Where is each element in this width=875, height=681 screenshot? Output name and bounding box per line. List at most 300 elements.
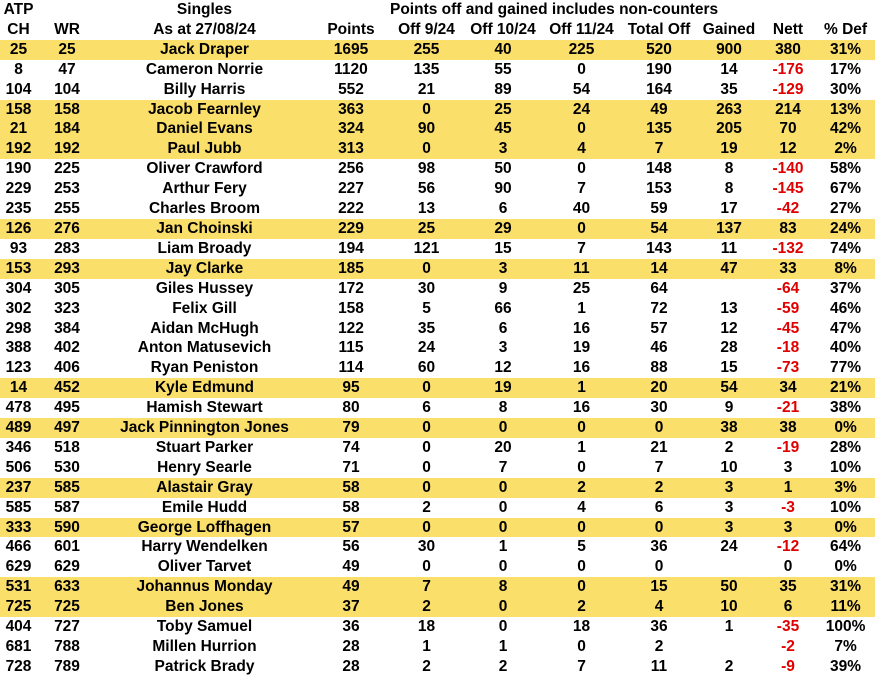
cell-player-name: Oliver Crawford — [146, 160, 263, 178]
cell-ch: 302 — [5, 299, 32, 317]
header-note: Points off and gained includes non-counters — [390, 1, 719, 18]
table-row — [0, 259, 875, 279]
table-row — [0, 179, 875, 199]
cell-player-name: Ryan Peniston — [150, 359, 259, 377]
cell-total-off: 0 — [620, 518, 698, 538]
cell-player-name: Jack Pinnington Jones — [97, 418, 312, 438]
cell-off-9-24: 21 — [417, 80, 436, 98]
cell-wr: 629 — [54, 558, 80, 576]
cell-pct-def: 74% — [830, 239, 862, 257]
cell-gained: 3 — [698, 478, 760, 498]
cell-wr: 495 — [54, 399, 80, 417]
header-pct-def: % Def — [824, 20, 868, 38]
table-row — [0, 338, 875, 358]
cell-off-10-24: 25 — [463, 100, 543, 120]
cell-pct-def: 17% — [830, 60, 862, 78]
cell-ch: 237 — [0, 478, 37, 498]
cell-off-10-24: 7 — [498, 458, 508, 476]
cell-total-off: 0 — [654, 558, 664, 576]
cell-off-11-24: 4 — [543, 139, 620, 159]
cell-gained: 11 — [720, 239, 738, 257]
cell-off-9-24: 25 — [390, 219, 463, 239]
cell-gained: 137 — [698, 219, 760, 239]
header-wr: WR — [54, 20, 80, 38]
table-row — [0, 498, 875, 518]
cell-points: 79 — [312, 418, 390, 438]
cell-off-9-24: 90 — [390, 119, 463, 139]
table-row — [0, 398, 875, 418]
cell-off-9-24: 30 — [417, 279, 436, 297]
cell-total-off: 14 — [620, 259, 698, 279]
cell-gained: 12 — [720, 319, 738, 337]
cell-off-10-24: 50 — [494, 160, 512, 178]
cell-pct-def: 30% — [830, 80, 862, 98]
cell-points: 28 — [342, 657, 360, 675]
cell-wr: 402 — [54, 339, 80, 357]
cell-nett: 38 — [760, 418, 816, 438]
cell-off-10-24: 90 — [494, 180, 512, 198]
cell-nett: -19 — [776, 438, 800, 456]
cell-wr: 25 — [37, 40, 97, 60]
cell-ch: 190 — [5, 160, 32, 178]
cell-pct-def: 67% — [830, 180, 862, 198]
cell-off-9-24: 2 — [422, 657, 431, 675]
cell-nett: 83 — [760, 219, 816, 239]
cell-off-10-24: 40 — [463, 40, 543, 60]
cell-points: 74 — [342, 438, 360, 456]
cell-player-name: Jacob Fearnley — [97, 100, 312, 120]
cell-wr: 585 — [37, 478, 97, 498]
cell-player-name: Liam Broady — [157, 239, 252, 257]
cell-total-off: 135 — [620, 119, 698, 139]
cell-off-9-24: 1 — [422, 638, 431, 655]
cell-ch: 585 — [5, 498, 32, 516]
cell-nett: -3 — [781, 498, 795, 516]
cell-nett: 3 — [783, 458, 793, 476]
cell-player-name: Anton Matusevich — [137, 339, 272, 357]
cell-player-name: Stuart Parker — [155, 438, 254, 456]
cell-player-name: Johannus Monday — [97, 577, 312, 597]
cell-wr: 293 — [37, 259, 97, 279]
cell-nett: -176 — [772, 60, 804, 78]
cell-wr: 587 — [54, 498, 80, 516]
cell-wr: 253 — [54, 180, 80, 198]
header-total-off: Total Off — [627, 20, 691, 38]
cell-off-11-24: 2 — [543, 478, 620, 498]
cell-ch: 466 — [5, 538, 32, 556]
cell-player-name: Arthur Fery — [162, 180, 247, 198]
table-row — [0, 219, 875, 239]
table-row — [0, 100, 875, 120]
cell-wr: 283 — [54, 239, 80, 257]
cell-total-off: 72 — [650, 299, 668, 317]
cell-off-11-24: 0 — [577, 638, 586, 655]
cell-nett: 214 — [760, 100, 816, 120]
table-row — [0, 60, 875, 80]
cell-nett: -64 — [776, 279, 800, 297]
cell-points: 324 — [312, 119, 390, 139]
cell-gained: 9 — [724, 399, 734, 417]
cell-ch: 489 — [0, 418, 37, 438]
cell-ch: 104 — [5, 80, 32, 98]
table-row — [0, 418, 875, 438]
cell-points: 115 — [338, 339, 364, 357]
cell-gained — [698, 279, 760, 299]
cell-off-11-24: 0 — [577, 160, 586, 178]
table-row — [0, 657, 875, 677]
cell-points: 80 — [342, 399, 360, 417]
cell-points: 28 — [342, 638, 360, 655]
cell-nett: 35 — [760, 577, 816, 597]
cell-off-10-24: 0 — [463, 418, 543, 438]
cell-off-9-24: 0 — [390, 259, 463, 279]
cell-off-11-24: 24 — [543, 100, 620, 120]
cell-gained: 19 — [698, 139, 760, 159]
cell-ch: 346 — [5, 438, 32, 456]
table-row — [0, 299, 875, 319]
cell-off-9-24: 6 — [422, 399, 431, 417]
cell-off-11-24: 0 — [543, 577, 620, 597]
cell-points: 36 — [342, 618, 360, 636]
cell-off-10-24: 45 — [463, 119, 543, 139]
cell-gained: 15 — [720, 359, 738, 377]
cell-ch: 158 — [0, 100, 37, 120]
cell-points: 363 — [312, 100, 390, 120]
cell-off-9-24: 30 — [417, 538, 436, 556]
cell-player-name: Felix Gill — [172, 299, 237, 317]
cell-player-name: Daniel Evans — [97, 119, 312, 139]
cell-total-off: 520 — [620, 40, 698, 60]
cell-player-name: Henry Searle — [157, 458, 252, 476]
cell-gained: 2 — [724, 438, 734, 456]
cell-pct-def: 21% — [816, 378, 875, 398]
cell-pct-def: 46% — [830, 299, 862, 317]
cell-player-name: Harry Wendelken — [141, 538, 268, 556]
header-off-11-24: Off 11/24 — [549, 20, 614, 38]
cell-gained — [698, 557, 760, 577]
cell-off-10-24: 0 — [498, 498, 508, 516]
cell-gained: 38 — [698, 418, 760, 438]
cell-points: 95 — [312, 378, 390, 398]
cell-total-off: 2 — [654, 638, 664, 655]
header-off-9-24: Off 9/24 — [398, 20, 455, 38]
table-row — [0, 458, 875, 478]
cell-off-9-24: 2 — [390, 597, 463, 617]
cell-nett: -132 — [772, 239, 804, 257]
cell-off-11-24: 16 — [572, 319, 591, 337]
table-row — [0, 319, 875, 339]
cell-off-11-24: 7 — [577, 239, 586, 257]
header-points: Points — [327, 20, 375, 38]
cell-points: 158 — [338, 299, 364, 317]
cell-wr: 406 — [54, 359, 80, 377]
cell-off-9-24: 7 — [390, 577, 463, 597]
header-row-columns — [0, 20, 875, 40]
cell-nett: -42 — [776, 200, 800, 218]
cell-ch: 478 — [5, 399, 32, 417]
cell-pct-def: 0% — [816, 418, 875, 438]
cell-off-10-24: 55 — [494, 60, 512, 78]
cell-ch: 21 — [0, 119, 37, 139]
cell-pct-def: 58% — [830, 160, 862, 178]
cell-points: 227 — [338, 180, 364, 198]
cell-off-10-24: 15 — [494, 239, 512, 257]
cell-total-off: 88 — [650, 359, 668, 377]
cell-wr: 497 — [37, 418, 97, 438]
cell-total-off: 7 — [654, 458, 664, 476]
header-off-10-24: Off 10/24 — [470, 20, 536, 38]
cell-pct-def: 64% — [830, 538, 862, 556]
cell-off-10-24: 9 — [498, 279, 508, 297]
cell-off-10-24: 3 — [498, 339, 508, 357]
cell-gained: 3 — [724, 498, 734, 516]
cell-off-9-24: 0 — [390, 100, 463, 120]
cell-ch: 235 — [5, 200, 32, 218]
cell-points: 58 — [312, 478, 390, 498]
cell-gained: 47 — [698, 259, 760, 279]
cell-total-off: 54 — [620, 219, 698, 239]
cell-nett: -2 — [781, 638, 795, 655]
cell-off-11-24: 0 — [543, 119, 620, 139]
table-row — [0, 537, 875, 557]
cell-gained: 1 — [724, 618, 734, 636]
cell-pct-def: 100% — [825, 618, 866, 636]
cell-nett: 3 — [760, 518, 816, 538]
cell-pct-def: 40% — [830, 339, 862, 357]
cell-off-10-24: 0 — [498, 558, 508, 576]
cell-nett: 70 — [760, 119, 816, 139]
cell-total-off: 7 — [620, 139, 698, 159]
cell-off-11-24: 18 — [572, 618, 591, 636]
cell-off-9-24: 0 — [422, 458, 431, 476]
cell-off-11-24: 19 — [572, 339, 591, 357]
cell-nett: 33 — [760, 259, 816, 279]
cell-off-9-24: 0 — [390, 378, 463, 398]
cell-pct-def: 28% — [830, 438, 862, 456]
cell-points: 552 — [338, 80, 364, 98]
cell-nett: 34 — [760, 378, 816, 398]
cell-player-name: Patrick Brady — [154, 657, 255, 675]
header-as-at: As at 27/08/24 — [153, 20, 256, 38]
table-row — [0, 637, 875, 657]
cell-ch: 153 — [0, 259, 37, 279]
cell-off-9-24: 56 — [417, 180, 436, 198]
cell-off-9-24: 135 — [413, 60, 440, 78]
cell-ch: 333 — [0, 518, 37, 538]
cell-wr: 452 — [37, 378, 97, 398]
cell-ch: 298 — [5, 319, 32, 337]
cell-points: 1695 — [312, 40, 390, 60]
cell-ch: 123 — [5, 359, 32, 377]
cell-ch: 14 — [0, 378, 37, 398]
cell-player-name: Alastair Gray — [97, 478, 312, 498]
cell-off-10-24: 12 — [494, 359, 512, 377]
cell-pct-def: 27% — [830, 200, 862, 218]
cell-player-name: Paul Jubb — [97, 139, 312, 159]
cell-points: 122 — [338, 319, 364, 337]
cell-points: 56 — [342, 538, 360, 556]
cell-pct-def: 47% — [830, 319, 862, 337]
cell-points: 71 — [342, 458, 360, 476]
cell-total-off: 2 — [620, 478, 698, 498]
cell-pct-def: 10% — [830, 498, 862, 516]
cell-wr: 789 — [54, 657, 80, 675]
cell-ch: 725 — [0, 597, 37, 617]
cell-off-9-24: 0 — [390, 139, 463, 159]
cell-total-off: 59 — [650, 200, 668, 218]
cell-gained: 8 — [724, 160, 734, 178]
cell-gained: 2 — [724, 657, 734, 675]
cell-off-11-24: 7 — [577, 180, 586, 198]
header-nett: Nett — [772, 20, 804, 38]
cell-gained: 54 — [698, 378, 760, 398]
cell-pct-def: 38% — [830, 399, 862, 417]
cell-total-off: 0 — [620, 418, 698, 438]
cell-total-off: 143 — [646, 239, 672, 257]
cell-off-11-24: 1 — [577, 299, 586, 317]
cell-pct-def: 42% — [816, 119, 875, 139]
cell-gained: 24 — [720, 538, 738, 556]
cell-off-9-24: 13 — [417, 200, 436, 218]
cell-points: 49 — [342, 558, 360, 576]
cell-player-name: Giles Hussey — [155, 279, 254, 297]
cell-nett: 0 — [783, 558, 793, 576]
cell-nett: -35 — [776, 618, 800, 636]
cell-off-10-24: 29 — [463, 219, 543, 239]
cell-gained: 10 — [698, 597, 760, 617]
cell-nett: -45 — [776, 319, 800, 337]
cell-off-11-24: 0 — [577, 558, 586, 576]
cell-off-9-24: 121 — [413, 239, 440, 257]
cell-off-10-24: 89 — [494, 80, 512, 98]
cell-off-9-24: 0 — [390, 518, 463, 538]
cell-gained — [698, 637, 760, 657]
cell-player-name: Cameron Norrie — [145, 60, 264, 78]
table-row — [0, 557, 875, 577]
cell-off-10-24: 6 — [498, 200, 508, 218]
cell-pct-def: 31% — [816, 577, 875, 597]
cell-nett: -140 — [772, 160, 804, 178]
cell-off-10-24: 1 — [498, 638, 508, 655]
cell-points: 57 — [312, 518, 390, 538]
cell-wr: 305 — [54, 279, 80, 297]
cell-pct-def: 0% — [816, 518, 875, 538]
cell-off-11-24: 1 — [543, 378, 620, 398]
cell-total-off: 36 — [650, 538, 668, 556]
cell-pct-def: 39% — [830, 657, 862, 675]
cell-wr: 788 — [54, 638, 80, 655]
header-gained: Gained — [702, 20, 756, 38]
cell-off-10-24: 19 — [463, 378, 543, 398]
cell-off-11-24: 54 — [572, 80, 591, 98]
cell-ch: 25 — [0, 40, 37, 60]
cell-off-11-24: 11 — [543, 259, 620, 279]
cell-ch: 531 — [0, 577, 37, 597]
header-row-top — [0, 0, 875, 20]
cell-pct-def: 31% — [816, 40, 875, 60]
cell-total-off: 64 — [650, 279, 668, 297]
table-row — [0, 478, 875, 498]
cell-off-10-24: 3 — [463, 259, 543, 279]
cell-nett: 1 — [760, 478, 816, 498]
cell-points: 222 — [338, 200, 364, 218]
cell-wr: 276 — [37, 219, 97, 239]
cell-points: 37 — [312, 597, 390, 617]
cell-wr: 323 — [54, 299, 80, 317]
cell-off-11-24: 2 — [543, 597, 620, 617]
cell-gained: 13 — [720, 299, 738, 317]
table-row — [0, 577, 875, 597]
cell-off-10-24: 0 — [463, 478, 543, 498]
table-body — [0, 40, 875, 677]
table-row — [0, 378, 875, 398]
cell-nett: 6 — [760, 597, 816, 617]
cell-off-10-24: 66 — [494, 299, 512, 317]
cell-off-11-24: 0 — [577, 458, 586, 476]
cell-gained: 17 — [720, 200, 738, 218]
cell-player-name: Jan Choinski — [97, 219, 312, 239]
cell-ch: 404 — [5, 618, 32, 636]
cell-player-name: Aidan McHugh — [150, 319, 259, 337]
cell-player-name: Kyle Edmund — [97, 378, 312, 398]
cell-total-off: 6 — [654, 498, 664, 516]
cell-off-9-24: 0 — [422, 558, 431, 576]
cell-off-11-24: 225 — [543, 40, 620, 60]
cell-total-off: 11 — [650, 657, 668, 675]
cell-player-name: Oliver Tarvet — [157, 558, 252, 576]
cell-off-9-24: 5 — [422, 299, 431, 317]
cell-points: 194 — [338, 239, 364, 257]
cell-off-11-24: 0 — [543, 518, 620, 538]
cell-ch: 93 — [9, 239, 28, 257]
cell-total-off: 30 — [650, 399, 668, 417]
cell-ch: 388 — [5, 339, 32, 357]
cell-off-11-24: 0 — [577, 60, 586, 78]
cell-ch: 728 — [5, 657, 32, 675]
cell-wr: 518 — [54, 438, 80, 456]
cell-nett: -59 — [776, 299, 800, 317]
cell-ch: 8 — [14, 60, 23, 78]
cell-off-10-24: 0 — [498, 618, 508, 636]
cell-points: 229 — [312, 219, 390, 239]
cell-nett: -145 — [772, 180, 804, 198]
cell-wr: 384 — [54, 319, 80, 337]
cell-nett: -9 — [781, 657, 795, 675]
table-row — [0, 80, 875, 100]
header-singles: Singles — [176, 1, 233, 18]
cell-off-10-24: 3 — [463, 139, 543, 159]
cell-total-off: 4 — [620, 597, 698, 617]
cell-player-name: Charles Broom — [148, 200, 261, 218]
table-row — [0, 139, 875, 159]
cell-pct-def: 3% — [816, 478, 875, 498]
cell-total-off: 148 — [646, 160, 672, 178]
cell-gained: 14 — [720, 60, 738, 78]
cell-points: 1120 — [334, 60, 368, 78]
cell-off-9-24: 60 — [417, 359, 436, 377]
cell-nett: -73 — [776, 359, 800, 377]
cell-gained: 28 — [720, 339, 738, 357]
cell-off-10-24: 8 — [463, 577, 543, 597]
cell-wr: 225 — [54, 160, 80, 178]
table-row — [0, 199, 875, 219]
cell-off-11-24: 5 — [577, 538, 586, 556]
cell-player-name: George Loffhagen — [97, 518, 312, 538]
cell-total-off: 36 — [650, 618, 668, 636]
cell-off-10-24: 1 — [498, 538, 508, 556]
cell-pct-def: 77% — [830, 359, 862, 377]
cell-pct-def: 37% — [830, 279, 862, 297]
